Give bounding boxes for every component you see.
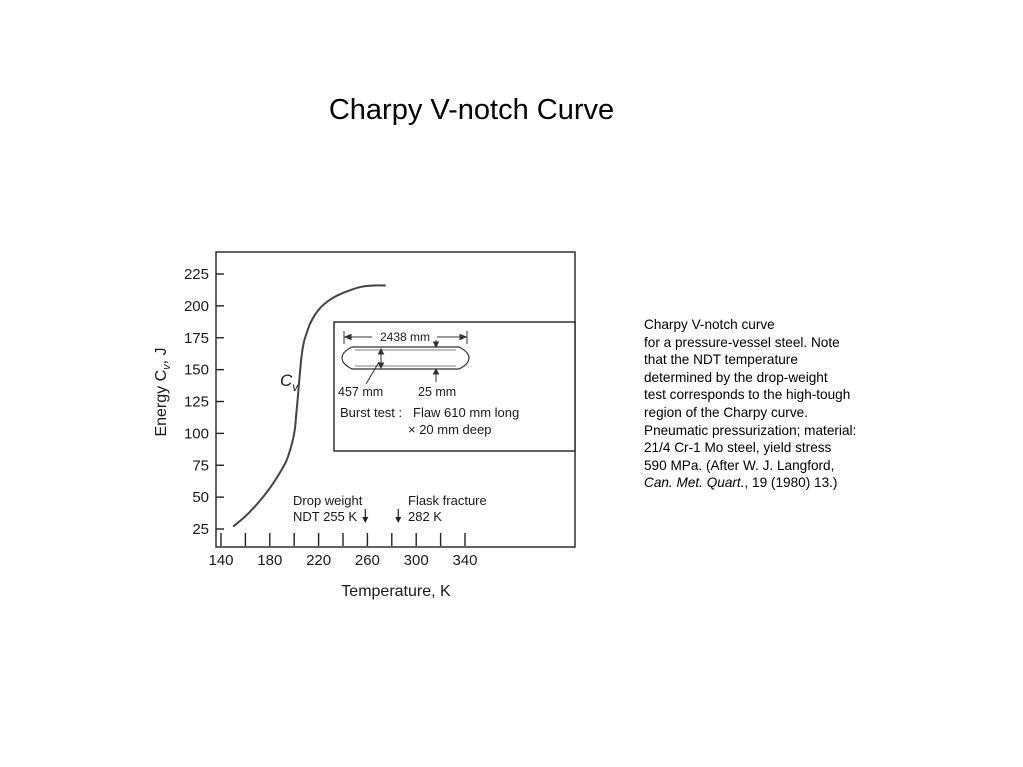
caption-citation [644, 474, 904, 492]
y-tick-label: 75 [192, 457, 209, 475]
flaw-depth-label: × 20 mm deep [408, 422, 492, 437]
caption-line: determined by the drop-weight [644, 369, 828, 385]
x-tick-label: 220 [306, 552, 332, 569]
x-tick-label: 300 [403, 552, 429, 569]
y-tick-label: 200 [183, 297, 209, 315]
flask-fracture-temp-label: 282 K [408, 509, 442, 524]
x-tick-label: 340 [452, 552, 478, 569]
drop-weight-arrow-icon [362, 509, 368, 523]
y-tick-label: 175 [183, 329, 209, 347]
citation-rest: , 19 (1980) 13.) [744, 475, 838, 491]
caption-line: 590 MPa. (After W. J. Langford, [644, 457, 835, 473]
diameter-label: 457 mm [338, 385, 384, 399]
caption-line: for a pressure-vessel steel. Note [644, 334, 840, 350]
y-tick-label: 150 [183, 361, 209, 379]
y-axis-label: Energy $C_v$, J [153, 347, 173, 437]
y-tick-label: 50 [192, 489, 209, 507]
x-ticks [208, 533, 477, 569]
vessel-inset [334, 322, 575, 451]
thickness-label: 25 mm [418, 385, 457, 399]
flask-fracture-annotation [395, 493, 487, 524]
flaw-length-label: Flaw 610 mm long [413, 405, 520, 420]
length-label: 2438 mm [379, 330, 431, 344]
y-tick-label: 100 [183, 425, 209, 443]
caption-line: Pneumatic pressurization; material: [644, 422, 857, 438]
citation-journal: Can. Met. Quart. [644, 475, 745, 491]
slide-title: Charpy V-notch Curve [328, 94, 615, 126]
y-ticks [184, 266, 224, 538]
caption-line: that the NDT temperature [644, 352, 798, 368]
x-tick-label: 260 [354, 552, 380, 569]
figure-caption [644, 316, 904, 492]
x-tick-label: 180 [257, 552, 283, 569]
flask-fracture-arrow-icon [395, 509, 401, 523]
curve-label: $C_v$ [280, 371, 299, 394]
caption-line: test corresponds to the high-tough [644, 387, 851, 403]
x-tick-label: 140 [208, 552, 234, 569]
caption-line: 21/4 Cr-1 Mo steel, yield stress [644, 440, 832, 456]
drop-weight-label: Drop weight [293, 493, 363, 508]
drop-weight-annotation [293, 493, 368, 524]
y-tick-label: 225 [183, 266, 209, 283]
y-tick-label: 125 [183, 393, 209, 411]
burst-test-label: Burst test : [340, 405, 403, 420]
flask-fracture-label: Flask fracture [408, 493, 487, 508]
caption-line: Charpy V-notch curve [644, 317, 775, 332]
y-tick-label: 25 [192, 521, 209, 538]
drop-weight-ndt-label: NDT 255 K [293, 509, 358, 524]
caption-line: region of the Charpy curve. [644, 404, 808, 420]
x-axis-label: Temperature, K [341, 583, 451, 600]
